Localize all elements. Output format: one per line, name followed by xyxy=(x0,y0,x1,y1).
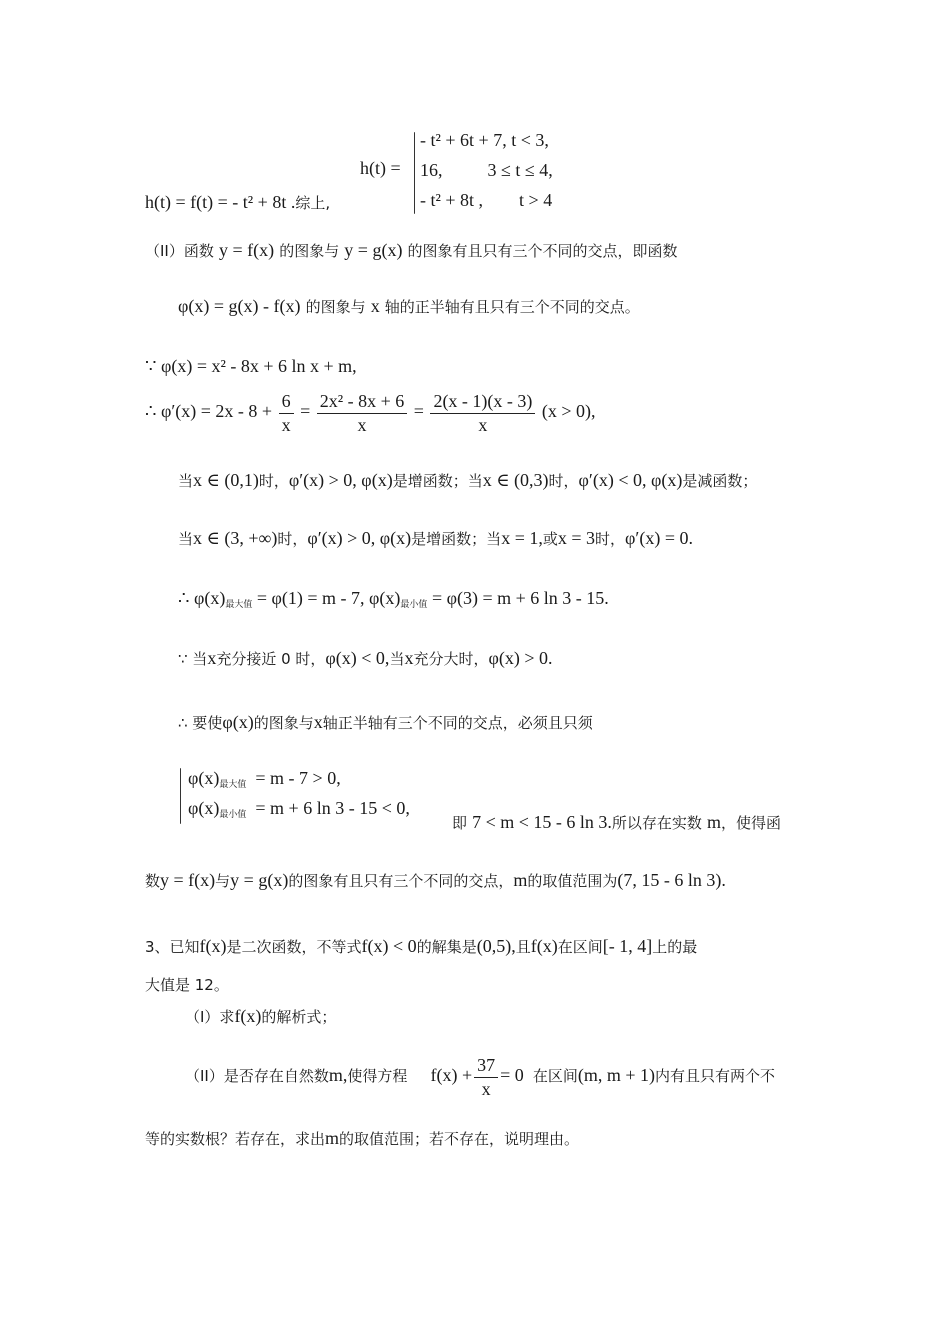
left-brace xyxy=(414,132,415,214)
fraction-37-x xyxy=(474,1054,498,1100)
text: 时， xyxy=(277,530,308,548)
math: x ∈ (0,1) xyxy=(193,470,259,490)
text: 时， xyxy=(258,472,289,490)
case-3: - t² + 8t , t > 4 xyxy=(420,190,553,210)
piecewise-h xyxy=(360,128,620,218)
h-formula: h(t) = f(t) = - t² + 8t . xyxy=(145,192,296,212)
text: 时， xyxy=(595,530,626,548)
math: φ(x) < 0, xyxy=(325,648,390,668)
math: x = 3 xyxy=(557,528,596,548)
h-lhs: h(t) = xyxy=(360,158,401,178)
text: 上的最 xyxy=(652,938,698,956)
math: f(x) xyxy=(234,1006,262,1026)
text: 等的实数根？若存在，求出 xyxy=(145,1130,326,1148)
equation xyxy=(430,1055,524,1099)
min-subscript: 最小值 xyxy=(219,810,247,820)
q3-line-2: 大值是 12。 xyxy=(145,976,229,994)
frac-num: 2(x - 1)(x - 3) xyxy=(430,390,535,414)
frac-den: x xyxy=(478,414,488,435)
text: 在区间 xyxy=(557,938,603,956)
part2-line xyxy=(145,240,678,262)
math: φ′(x) < 0, φ(x) xyxy=(578,470,683,490)
text: 所以存在实数 xyxy=(611,814,702,832)
case-2: 16, 3 ≤ t ≤ 4, xyxy=(420,160,553,180)
text: 是减函数； xyxy=(682,472,758,490)
text: 是增函数；当 xyxy=(411,530,502,548)
h-formula-line xyxy=(145,192,330,214)
text: 是增函数；当 xyxy=(392,472,483,490)
x-var: x xyxy=(313,712,323,732)
math: f(x) < 0 xyxy=(361,936,417,956)
derivative-line xyxy=(145,390,596,436)
x-var: x xyxy=(370,296,380,316)
phi: φ(x) xyxy=(222,712,254,732)
math: (0,5), xyxy=(476,936,516,956)
case-1: - t² + 6t + 7, t < 3, xyxy=(420,130,549,150)
math: ∴ φ(x) xyxy=(178,588,226,608)
q3-part1-line xyxy=(185,1006,336,1028)
m-var: m xyxy=(325,1128,340,1148)
limits-line xyxy=(178,648,553,670)
math: [- 1, 4] xyxy=(602,936,653,956)
text: 数 xyxy=(145,872,161,890)
text: （I）求 xyxy=(185,1008,235,1026)
math: f(x) xyxy=(199,936,227,956)
q3-line-1 xyxy=(145,936,697,958)
q3-part2-line-2 xyxy=(145,1128,579,1150)
math: = 0 xyxy=(500,1065,524,1086)
y-g-x: y = g(x) xyxy=(344,240,403,260)
equals: = xyxy=(300,401,311,422)
text-2: 的图象有且只有三个不同的交点，即函数 xyxy=(407,242,678,260)
text: 且 xyxy=(515,938,531,956)
math: x ∈ (0,3) xyxy=(482,470,549,490)
extrema-line xyxy=(178,588,609,611)
math: φ(x) xyxy=(188,768,220,788)
frac-num: 6 xyxy=(279,390,294,414)
max-subscript: 最大值 xyxy=(225,600,253,610)
text: ，使得函 xyxy=(721,814,782,832)
math: φ(x) > 0. xyxy=(488,648,553,668)
text: 当 xyxy=(178,472,194,490)
math: f(x) xyxy=(530,936,558,956)
text: 的图象有且只有三个不同的交点， xyxy=(288,872,514,890)
because-line: ∵ φ(x) = x² - 8x + 6 ln x + m, xyxy=(145,356,357,376)
math: 7 < m < 15 - 6 ln 3. xyxy=(472,812,612,832)
math: = m + 6 ln 3 - 15 < 0, xyxy=(246,798,410,818)
min-subscript: 最小值 xyxy=(400,600,428,610)
text: 的取值范围；若不存在，说明理由。 xyxy=(339,1130,580,1148)
frac-num: 37 xyxy=(474,1054,498,1078)
math: x = 1, xyxy=(501,528,543,548)
max-subscript: 最大值 xyxy=(219,780,247,790)
text: 内有且只有两个不 xyxy=(655,1067,776,1086)
left-brace xyxy=(180,768,181,824)
text: 的取值范围为 xyxy=(527,872,618,890)
system-row-1 xyxy=(188,768,341,790)
text: 是二次函数，不等式 xyxy=(226,938,362,956)
frac-num: 2x² - 8x + 6 xyxy=(317,390,408,414)
math: (7, 15 - 6 ln 3). xyxy=(617,870,726,890)
monotonic-line-1 xyxy=(178,470,757,492)
text: 的解析式； xyxy=(261,1008,337,1026)
part2-label: （II）函数 xyxy=(145,242,214,260)
frac-den: x xyxy=(357,414,367,435)
text: 使得方程 xyxy=(347,1067,408,1086)
math: φ′(x) > 0, φ(x) xyxy=(288,470,393,490)
text: 即 xyxy=(452,814,468,832)
zongshang-text: 综上, xyxy=(295,194,331,212)
math: φ′(x) = 0. xyxy=(625,528,693,548)
math: φ′(x) > 0, φ(x) xyxy=(307,528,412,548)
math: = φ(3) = m + 6 ln 3 - 15. xyxy=(427,588,609,608)
math: (m, m + 1) xyxy=(577,1065,656,1086)
y-f-x: y = f(x) xyxy=(160,870,216,890)
text: 的图象与 xyxy=(253,714,314,732)
text: 在区间 xyxy=(532,1067,578,1086)
phi-expr: φ(x) = g(x) - f(x) xyxy=(178,296,301,316)
equals: = xyxy=(413,401,424,422)
phi-def-line xyxy=(178,296,640,318)
x-var: x xyxy=(207,648,217,668)
text: ∴ 要使 xyxy=(178,714,223,732)
m-var: m xyxy=(513,870,528,890)
fraction-1 xyxy=(279,390,294,436)
frac-den: x xyxy=(481,1078,491,1099)
text: （II）是否存在自然数 xyxy=(185,1067,329,1086)
math: = φ(1) = m - 7, φ(x) xyxy=(252,588,401,608)
conclusion-line xyxy=(145,870,726,892)
text: 当 xyxy=(178,530,194,548)
text: 时， xyxy=(548,472,579,490)
q3-part2-line xyxy=(185,1054,775,1100)
fraction-3 xyxy=(430,390,535,436)
deriv-lead: ∴ φ′(x) = 2x - 8 + xyxy=(145,401,273,422)
text: 充分大时， xyxy=(413,650,489,668)
range-result-line xyxy=(452,812,781,834)
text: 轴正半轴有三个不同的交点，必须且只须 xyxy=(322,714,593,732)
m-var: m xyxy=(707,812,722,832)
x-var: x xyxy=(404,648,414,668)
text: 当 xyxy=(389,650,405,668)
text: 的解集是 xyxy=(416,938,477,956)
text: 3、已知 xyxy=(145,938,200,956)
text: 或 xyxy=(542,530,558,548)
text: 充分接近 0 时， xyxy=(216,650,326,668)
inequality-system xyxy=(178,764,478,828)
math: φ(x) xyxy=(188,798,220,818)
m-var: m, xyxy=(328,1065,348,1086)
y-g-x: y = g(x) xyxy=(230,870,289,890)
fraction-2 xyxy=(317,390,408,436)
text: ∵ 当 xyxy=(178,650,208,668)
math: x ∈ (3, +∞) xyxy=(193,528,278,548)
text-1: 的图象与 xyxy=(305,298,366,316)
monotonic-line-2 xyxy=(178,528,693,550)
require-line xyxy=(178,712,593,734)
text: 与 xyxy=(215,872,231,890)
frac-den: x xyxy=(281,414,291,435)
text-1: 的图象与 xyxy=(279,242,340,260)
system-row-2 xyxy=(188,798,410,820)
deriv-tail: (x > 0), xyxy=(541,401,596,422)
y-f-x: y = f(x) xyxy=(218,240,275,260)
math: f(x) + xyxy=(430,1065,473,1086)
math: = m - 7 > 0, xyxy=(246,768,341,788)
text-2: 轴的正半轴有且只有三个不同的交点。 xyxy=(384,298,640,316)
